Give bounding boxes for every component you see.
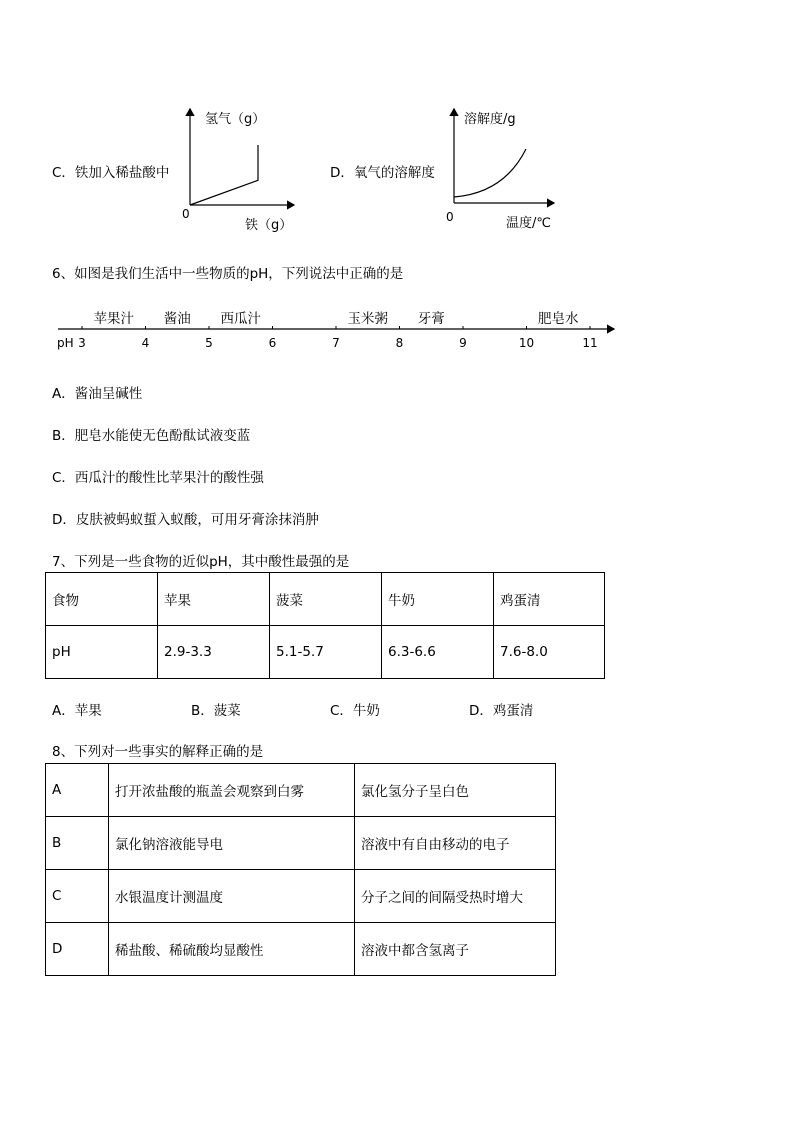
table-cell: 菠菜 xyxy=(270,573,382,626)
q7-option-b[interactable]: B．菠菜 xyxy=(191,703,241,719)
q5-option-c-graph xyxy=(178,105,303,240)
ph-substance-label: 酱油 xyxy=(163,311,191,327)
ph-substance-label: 牙膏 xyxy=(417,311,445,327)
origin-label: 0 xyxy=(446,210,454,224)
ph-scale xyxy=(50,305,620,350)
y-axis-label: 氢气（g） xyxy=(205,112,266,127)
solubility-curve xyxy=(454,149,526,197)
x-axis-label: 温度/℃ xyxy=(506,216,551,231)
hydrogen-curve xyxy=(190,145,258,205)
ph-tick-label: 8 xyxy=(395,336,404,350)
q6-option-c[interactable]: C．西瓜汁的酸性比苹果汁的酸性强 xyxy=(52,470,264,486)
table-cell: 分子之间的间隔受热时增大 xyxy=(355,870,556,923)
ph-substance-label: 苹果汁 xyxy=(93,311,134,327)
ph-tick-label: 11 xyxy=(582,336,598,350)
q6-option-a[interactable]: A．酱油呈碱性 xyxy=(52,386,143,402)
table-cell: 打开浓盐酸的瓶盖会观察到白雾 xyxy=(109,764,355,817)
table-cell: D xyxy=(46,923,109,976)
table-cell: C xyxy=(46,870,109,923)
ph-tick-label: 7 xyxy=(332,336,340,350)
table-cell: 食物 xyxy=(46,573,158,626)
ph-tick-label: 4 xyxy=(141,336,150,350)
table-cell: 氯化钠溶液能导电 xyxy=(109,817,355,870)
q7-stem: 7、下列是一些食物的近似pH，其中酸性最强的是 xyxy=(52,554,350,570)
q7-option-c[interactable]: C．牛奶 xyxy=(330,703,380,719)
y-axis-label: 溶解度/g xyxy=(464,112,516,127)
q6-option-d[interactable]: D．皮肤被蚂蚁蜇入蚁酸，可用牙膏涂抹消肿 xyxy=(52,512,319,528)
table-cell: 水银温度计测温度 xyxy=(109,870,355,923)
q8-table xyxy=(45,763,556,976)
q6-stem: 6、如图是我们生活中一些物质的pH，下列说法中正确的是 xyxy=(52,266,404,282)
table-cell: 牛奶 xyxy=(382,573,494,626)
ph-tick-label: 10 xyxy=(518,336,535,350)
table-cell: 溶液中都含氢离子 xyxy=(355,923,556,976)
ph-tick-label: 3 xyxy=(78,336,86,350)
origin-label: 0 xyxy=(182,207,190,221)
table-cell: 溶液中有自由移动的电子 xyxy=(355,817,556,870)
q7-option-d[interactable]: D．鸡蛋清 xyxy=(469,703,534,719)
q5-option-c-label: C．铁加入稀盐酸中 xyxy=(52,165,170,181)
ph-substance-label: 西瓜汁 xyxy=(220,311,261,327)
table-cell: 鸡蛋清 xyxy=(494,573,605,626)
table-cell: 5.1-5.7 xyxy=(270,626,382,679)
q7-table xyxy=(45,572,605,679)
table-cell: B xyxy=(46,817,109,870)
table-cell: 氯化氢分子呈白色 xyxy=(355,764,556,817)
ph-tick-label: 5 xyxy=(205,336,213,350)
x-axis-label: 铁（g） xyxy=(245,218,293,233)
q8-stem: 8、下列对一些事实的解释正确的是 xyxy=(52,744,264,760)
table-cell: 7.6-8.0 xyxy=(494,626,605,679)
q7-option-a[interactable]: A．苹果 xyxy=(52,703,102,719)
table-cell: 2.9-3.3 xyxy=(158,626,270,679)
ph-substance-label: 肥皂水 xyxy=(538,311,579,327)
table-cell: 6.3-6.6 xyxy=(382,626,494,679)
table-cell: 稀盐酸、稀硫酸均显酸性 xyxy=(109,923,355,976)
q5-option-d-label: D．氧气的溶解度 xyxy=(330,165,435,181)
table-cell: pH xyxy=(46,626,158,679)
q5-option-d-graph xyxy=(442,105,562,240)
ph-axis-label: pH xyxy=(57,336,74,350)
table-cell: 苹果 xyxy=(158,573,270,626)
table-cell: A xyxy=(46,764,109,817)
ph-tick-label: 9 xyxy=(459,336,467,350)
ph-substance-label: 玉米粥 xyxy=(347,311,388,327)
q6-option-b[interactable]: B．肥皂水能使无色酚酞试液变蓝 xyxy=(52,428,251,444)
ph-tick-label: 6 xyxy=(268,336,277,350)
